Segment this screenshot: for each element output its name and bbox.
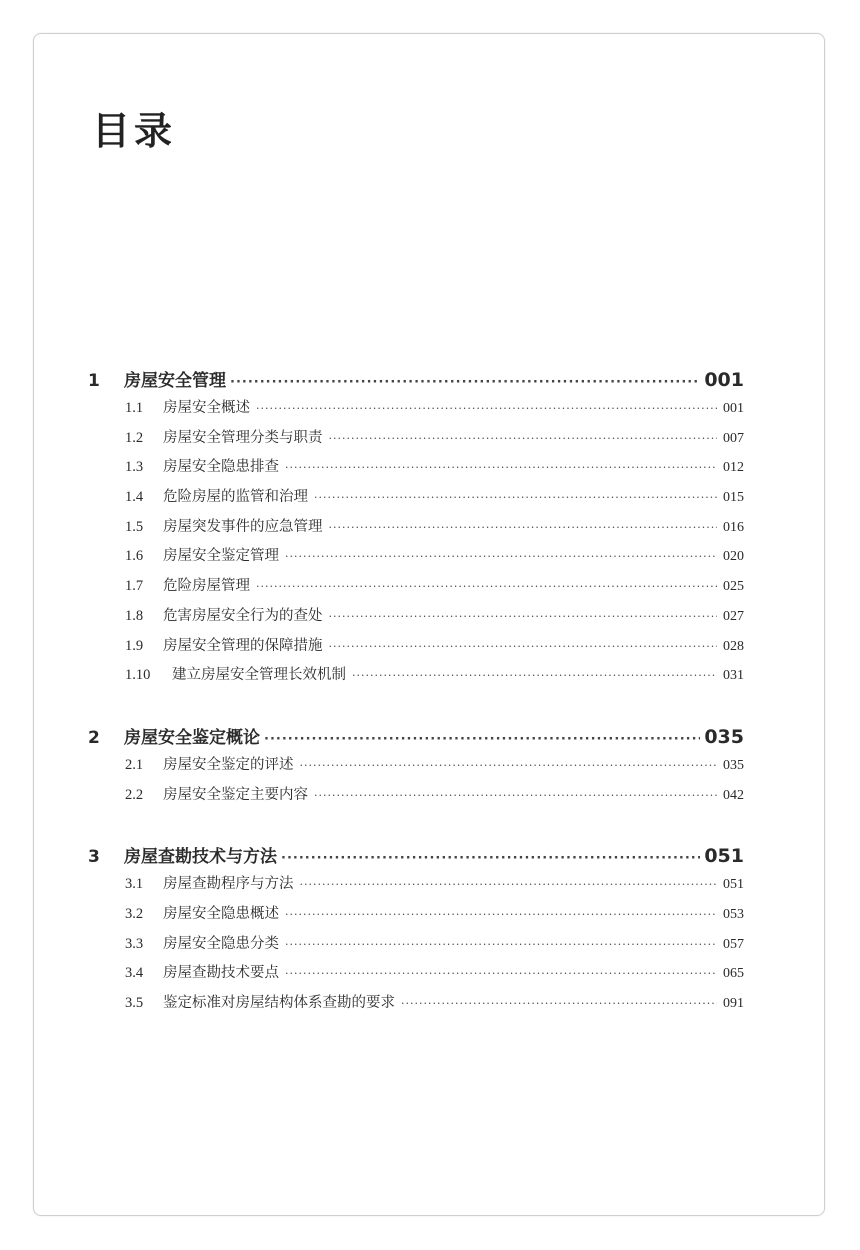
section-page-number: 027 bbox=[723, 608, 744, 624]
dot-leader bbox=[329, 432, 718, 445]
section-page-number: 028 bbox=[723, 638, 744, 654]
section-title: 房屋查勘程序与方法 bbox=[163, 876, 294, 893]
section-title: 危害房屋安全行为的查处 bbox=[163, 607, 323, 624]
dot-leader bbox=[281, 851, 700, 866]
toc-chapter-row[interactable] bbox=[88, 366, 744, 396]
toc-section-row[interactable] bbox=[88, 663, 744, 693]
toc-section-row[interactable] bbox=[88, 544, 744, 574]
toc-section-row[interactable] bbox=[88, 872, 744, 902]
section-page-number: 053 bbox=[723, 906, 744, 922]
chapter-number: 1 bbox=[88, 371, 100, 391]
section-page-number: 031 bbox=[723, 668, 744, 684]
dot-leader bbox=[256, 580, 717, 593]
toc-chapter-row[interactable] bbox=[88, 842, 744, 872]
section-number: 3.5 bbox=[125, 995, 144, 1011]
toc-section-row[interactable] bbox=[88, 604, 744, 634]
toc-section-row[interactable] bbox=[88, 396, 744, 426]
chapter-number: 3 bbox=[88, 847, 100, 868]
toc-section-row[interactable] bbox=[88, 753, 744, 783]
chapter-title: 房屋安全鉴定概论 bbox=[124, 727, 260, 748]
section-page-number: 025 bbox=[723, 579, 744, 595]
section-number: 1.4 bbox=[125, 489, 144, 506]
section-number: 1.8 bbox=[125, 607, 144, 624]
section-title: 建立房屋安全管理长效机制 bbox=[172, 667, 346, 684]
chapter-1 bbox=[88, 366, 744, 693]
dot-leader bbox=[329, 521, 718, 534]
section-number: 2.1 bbox=[125, 756, 144, 773]
dot-leader bbox=[230, 375, 700, 390]
chapter-page-number: 001 bbox=[704, 369, 744, 391]
section-number: 3.3 bbox=[125, 935, 144, 952]
section-page-number: 065 bbox=[723, 966, 744, 982]
section-page-number: 035 bbox=[723, 757, 744, 773]
page-title: 目录 bbox=[92, 108, 177, 153]
dot-leader bbox=[285, 967, 717, 980]
section-page-number: 057 bbox=[723, 936, 744, 952]
dot-leader bbox=[285, 550, 717, 563]
section-page-number: 091 bbox=[723, 996, 744, 1011]
dot-leader bbox=[401, 997, 717, 1010]
section-title: 房屋安全隐患概述 bbox=[163, 905, 279, 922]
dot-leader bbox=[285, 461, 717, 474]
toc-section-row[interactable] bbox=[88, 515, 744, 545]
chapter-page-number: 051 bbox=[704, 845, 744, 868]
dot-leader bbox=[300, 878, 718, 891]
section-title: 房屋查勘技术要点 bbox=[163, 965, 279, 982]
dot-leader bbox=[264, 732, 700, 747]
section-number: 1.3 bbox=[125, 459, 144, 476]
toc-section-row[interactable] bbox=[88, 455, 744, 485]
section-title: 鉴定标准对房屋结构体系查勘的要求 bbox=[163, 995, 395, 1011]
chapter-number: 2 bbox=[88, 727, 100, 748]
section-title: 房屋安全鉴定管理 bbox=[163, 548, 279, 565]
chapter-2 bbox=[88, 723, 744, 812]
section-page-number: 020 bbox=[723, 549, 744, 565]
table-of-contents bbox=[88, 366, 744, 1051]
chapter-3 bbox=[88, 842, 744, 1020]
toc-section-row[interactable] bbox=[88, 485, 744, 515]
section-number: 3.2 bbox=[125, 905, 144, 922]
dot-leader bbox=[314, 491, 717, 504]
section-number: 3.1 bbox=[125, 876, 144, 893]
toc-section-row[interactable] bbox=[88, 426, 744, 456]
dot-leader bbox=[352, 669, 717, 682]
toc-section-row[interactable] bbox=[88, 902, 744, 932]
section-number: 1.9 bbox=[125, 637, 144, 654]
section-title: 房屋安全隐患排查 bbox=[163, 459, 279, 476]
section-number: 1.10 bbox=[125, 667, 151, 684]
chapter-page-number: 035 bbox=[704, 725, 744, 748]
dot-leader bbox=[285, 908, 717, 921]
section-title: 房屋安全管理的保障措施 bbox=[163, 637, 323, 654]
toc-chapter-row[interactable] bbox=[88, 723, 744, 753]
dot-leader bbox=[329, 640, 718, 653]
section-number: 1.5 bbox=[125, 518, 144, 535]
section-page-number: 016 bbox=[723, 519, 744, 535]
section-number: 1.1 bbox=[125, 400, 144, 416]
section-page-number: 001 bbox=[723, 401, 744, 416]
section-number: 2.2 bbox=[125, 786, 144, 803]
section-page-number: 012 bbox=[723, 460, 744, 476]
section-title: 危险房屋管理 bbox=[163, 578, 250, 595]
toc-section-row[interactable] bbox=[88, 574, 744, 604]
section-page-number: 051 bbox=[723, 877, 744, 893]
dot-leader bbox=[314, 789, 717, 802]
toc-section-row[interactable] bbox=[88, 961, 744, 991]
section-number: 1.6 bbox=[125, 548, 144, 565]
toc-section-row[interactable] bbox=[88, 783, 744, 813]
chapter-title: 房屋查勘技术与方法 bbox=[124, 847, 277, 868]
section-title: 房屋安全鉴定主要内容 bbox=[163, 786, 308, 803]
dot-leader bbox=[300, 759, 718, 772]
section-title: 房屋安全概述 bbox=[163, 400, 250, 416]
dot-leader bbox=[329, 610, 718, 623]
toc-section-row[interactable] bbox=[88, 932, 744, 962]
section-title: 房屋安全管理分类与职责 bbox=[163, 429, 323, 446]
dot-leader bbox=[285, 938, 717, 951]
section-number: 1.2 bbox=[125, 429, 144, 446]
section-number: 3.4 bbox=[125, 965, 144, 982]
section-title: 房屋安全鉴定的评述 bbox=[163, 756, 294, 773]
section-title: 房屋突发事件的应急管理 bbox=[163, 518, 323, 535]
section-title: 房屋安全隐患分类 bbox=[163, 935, 279, 952]
section-number: 1.7 bbox=[125, 578, 144, 595]
section-title: 危险房屋的监管和治理 bbox=[163, 489, 308, 506]
dot-leader bbox=[256, 402, 717, 415]
section-page-number: 042 bbox=[723, 787, 744, 803]
section-page-number: 007 bbox=[723, 430, 744, 446]
section-page-number: 015 bbox=[723, 490, 744, 506]
toc-section-row[interactable] bbox=[88, 634, 744, 664]
toc-section-row[interactable] bbox=[88, 991, 744, 1021]
chapter-title: 房屋安全管理 bbox=[124, 371, 226, 391]
